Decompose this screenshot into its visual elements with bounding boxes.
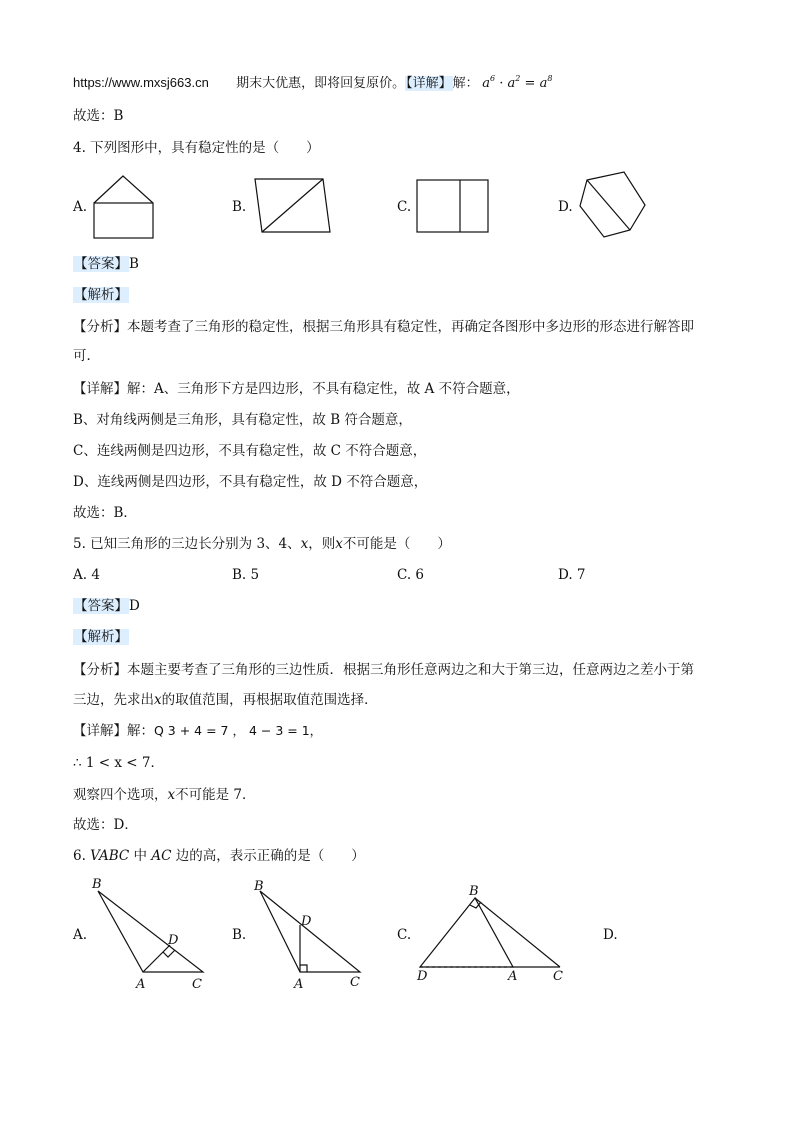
source-url: https://www.mxsj663.cn xyxy=(73,75,209,90)
q6-option-d: D. xyxy=(603,927,618,943)
q4-analysis-tag: 【解析】 xyxy=(74,287,128,303)
q6b-label-c: C xyxy=(350,975,360,990)
q6-figure-c xyxy=(420,898,560,967)
q5-detail-2: ∴ 1 < x < 7． xyxy=(73,755,164,771)
q4-option-c: C. xyxy=(397,199,412,215)
q4-choice: 故选：B． xyxy=(73,505,137,521)
q4-detail-2: B、对角线两侧是三角形，具有稳定性，故 B 符合题意， xyxy=(73,412,412,428)
q6b-label-d: D xyxy=(301,914,312,929)
q5-detail-1: 【详解】解：Q 3 + 4 = 7 ， 4 − 3 = 1， xyxy=(73,723,323,739)
q5-option-b: B. 5 xyxy=(232,567,260,583)
q4-detail-3: C、连线两侧是四边形，不具有稳定性，故 C 不符合题意， xyxy=(73,443,427,459)
q6c-label-c: C xyxy=(553,969,563,984)
q5-detail-3: 观察四个选项，x不可能是 7． xyxy=(73,787,256,803)
header-formula: $a^6 \cdot a^2 = a^8$ xyxy=(482,74,553,91)
q4-option-b: B. xyxy=(232,199,247,215)
q4-answer: 【答案】B xyxy=(74,256,139,272)
q6-stem: 6. VABC 中 AC 边的高，表示正确的是（ ） xyxy=(73,848,365,864)
q5-option-d: D. 7 xyxy=(558,567,586,583)
q4-option-a: A. xyxy=(73,199,88,215)
q4-fenxi-1: 【分析】本题考查了三角形的稳定性，根据三角形具有稳定性，再确定各图形中多边形的形态进行解答即 xyxy=(73,319,694,335)
q5-option-a: A. 4 xyxy=(73,567,100,583)
q4-fenxi-2: 可． xyxy=(73,348,100,364)
detail-prefix: 解： xyxy=(452,76,479,91)
detail-tag: 【详解】 xyxy=(406,76,452,91)
q6b-label-a: A xyxy=(294,977,304,992)
q6b-label-b: B xyxy=(254,879,264,894)
q6-figure-a xyxy=(98,891,203,972)
q5-choice: 故选：D． xyxy=(73,817,138,833)
q5-fenxi-2: 三边，先求出x的取值范围，再根据取值范围选择． xyxy=(73,692,378,708)
q4-option-d: D. xyxy=(558,199,573,215)
q5-analysis-tag: 【解析】 xyxy=(74,629,128,645)
q6a-label-a: A xyxy=(136,977,146,992)
q5-fenxi-1: 【分析】本题主要考查了三角形的三边性质．根据三角形任意两边之和大于第三边，任意两边之差小于第 xyxy=(73,662,694,678)
q6-option-c: C. xyxy=(397,927,412,943)
q6a-label-b: B xyxy=(92,877,102,892)
q6c-label-a: A xyxy=(508,969,518,984)
q5-option-c: C. 6 xyxy=(397,567,425,583)
q4-stem: 4. 下列图形中，具有稳定性的是（ ） xyxy=(73,140,320,156)
q4-detail-4: D、连线两侧是四边形，不具有稳定性，故 D 不符合题意， xyxy=(73,474,428,490)
promo-text: 期末大优惠，即将回复原价。 xyxy=(236,76,406,91)
q5-stem: 5. 已知三角形的三边长分别为 3、4、x，则x不可能是（ ） xyxy=(73,536,451,552)
q6c-label-d: D xyxy=(417,969,428,984)
q6-option-b: B. xyxy=(232,927,247,943)
q6a-label-c: C xyxy=(192,977,202,992)
q3-choice: 故选：B xyxy=(73,108,124,124)
q6-option-a: A. xyxy=(73,927,88,943)
q6a-label-d: D xyxy=(168,933,179,948)
q4-detail-1: 【详解】解：A、三角形下方是四边形，不具有稳定性，故 A 不符合题意， xyxy=(73,381,520,397)
q6-figure-b xyxy=(260,891,360,972)
q5-answer: 【答案】D xyxy=(74,598,140,614)
q6c-label-b: B xyxy=(469,884,479,899)
